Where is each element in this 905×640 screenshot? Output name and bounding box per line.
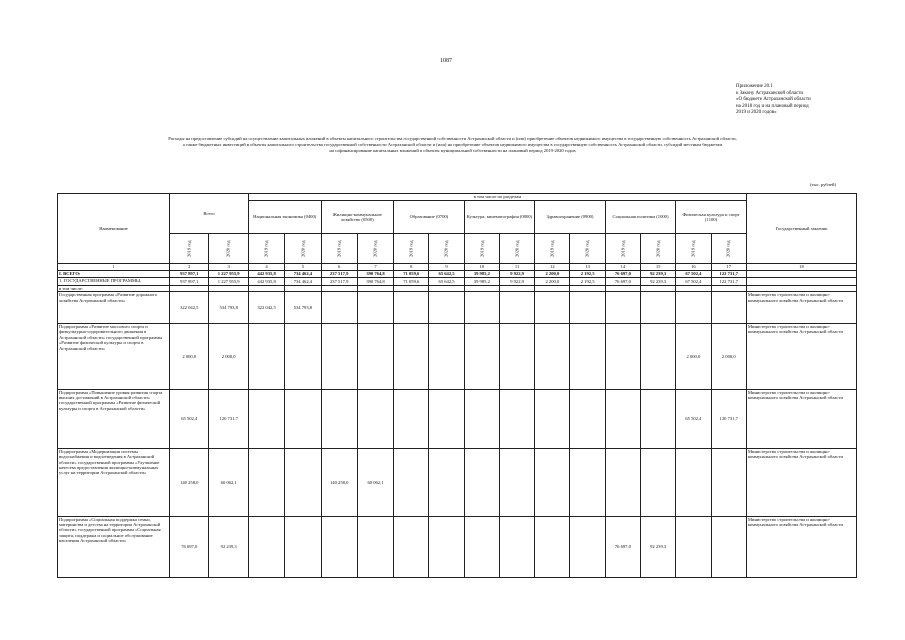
year-2019-header: 2019 год xyxy=(676,234,711,264)
header-section: Жилищно-коммунальное хозяйство (0500) xyxy=(321,201,394,234)
year-2020-header: 2020 год xyxy=(209,234,248,264)
row-name: I. ВСЕГО: xyxy=(58,270,170,277)
cell-value xyxy=(429,324,464,390)
cell-value: 2 192,5 xyxy=(570,270,605,277)
column-number: 16 xyxy=(676,264,711,271)
cell-value: 534 793,8 xyxy=(285,292,321,324)
cell-value: 65 642,5 xyxy=(429,270,464,277)
cell-value: 76 697,0 xyxy=(605,278,640,285)
cell-value xyxy=(711,516,746,577)
cell-value: 2 000,0 xyxy=(711,324,746,390)
column-number: 15 xyxy=(641,264,676,271)
table-row-total xyxy=(58,270,857,277)
title-line: Расходы на предоставление субсидий на осуществление капитальных вложений в объекты капитального строительства государственной собственности Астраханской области и (или) приобретение объектов недвижимого имущества в государственную собственность Астраханской области, xyxy=(168,136,737,141)
cell-value xyxy=(321,389,357,448)
cell-value xyxy=(464,324,499,390)
column-number: 11 xyxy=(499,264,534,271)
cell-value xyxy=(285,389,321,448)
cell-value xyxy=(394,516,429,577)
cell-value xyxy=(676,516,711,577)
appendix-line: «О бюджете Астраханской области xyxy=(736,97,811,102)
table-row xyxy=(58,324,857,390)
cell-value: 122 731,7 xyxy=(711,278,746,285)
cell-value: 442 935,8 xyxy=(248,278,284,285)
cell-value xyxy=(641,292,676,324)
cell-value: 442 935,8 xyxy=(248,270,284,277)
row-name: Подпрограмма «Модернизация системы водоснабжения и водоотведения в Астраханской области» государственной программы «Улучшение качества предоставления жилищно-коммунальных услуг на территории Астраханской области» xyxy=(58,448,170,516)
cell-value xyxy=(535,389,570,448)
units-label: (тыс. рублей) xyxy=(810,182,836,187)
column-number: 14 xyxy=(605,264,640,271)
cell-value xyxy=(394,448,429,516)
row-name: Государственная программа «Развитие дорожного хозяйства Астраханской области» xyxy=(58,292,170,324)
cell-value xyxy=(321,516,357,577)
appendix-line: Приложение 20.1 xyxy=(736,84,773,89)
cell-value xyxy=(248,324,284,390)
year-2020-header: 2020 год xyxy=(429,234,464,264)
cell-value: 71 059,6 xyxy=(394,270,429,277)
cell-value: 60 062,1 xyxy=(209,448,248,516)
cell-value: 76 697,0 xyxy=(170,516,209,577)
page-number: 1087 xyxy=(440,58,452,64)
column-number: 8 xyxy=(394,264,429,271)
cell-value: 65 502,4 xyxy=(676,389,711,448)
cell-value xyxy=(641,448,676,516)
cell-value xyxy=(499,448,534,516)
cell-value xyxy=(605,389,640,448)
cell-value: 390 764,8 xyxy=(357,278,393,285)
column-number: 3 xyxy=(209,264,248,271)
title-line: на софинансирование капитальных вложений в объекты муниципальной собственности на плановый период 2019-2020 годов xyxy=(329,148,576,153)
cell-value xyxy=(711,448,746,516)
header-section: Социальная политика (1000) xyxy=(605,201,676,234)
table-row xyxy=(58,292,857,324)
cell-value: 2 000,0 xyxy=(676,324,711,390)
row-name: в том числе: xyxy=(58,285,170,292)
cell-value xyxy=(464,516,499,577)
column-number: 1 xyxy=(58,264,170,271)
cell-customer: Министерство строительства и жилищно-коммунального хозяйства Астраханской области xyxy=(746,389,856,448)
cell-value: 9 922,9 xyxy=(499,278,534,285)
expenses-table xyxy=(57,193,857,578)
cell-customer: Министерство строительства и жилищно-коммунального хозяйства Астраханской области xyxy=(746,292,856,324)
cell-value: 120 731,7 xyxy=(711,389,746,448)
cell-value: 76 697,0 xyxy=(605,270,640,277)
cell-value: 71 059,6 xyxy=(394,278,429,285)
cell-value xyxy=(357,389,393,448)
row-name: Подпрограмма «Развитие массового спорта и физкультурно-оздоровительного движения в Астраханской области» государственной программы «Развитие физической культуры и спорта в Астраханской области» xyxy=(58,324,170,390)
table-row-programs xyxy=(58,278,857,285)
year-2019-header: 2019 год xyxy=(248,234,284,264)
column-number: 13 xyxy=(570,264,605,271)
cell-value xyxy=(394,389,429,448)
cell-value xyxy=(676,292,711,324)
row-name: 1. ГОСУДАРСТВЕННЫЕ ПРОГРАММЫ, xyxy=(58,278,170,285)
cell-value xyxy=(570,448,605,516)
cell-value xyxy=(535,516,570,577)
row-name: Подпрограмма «Повышение уровня развития спорта высших достижений в Астраханской области» государственной программы «Развитие физической культуры и спорта в Астраханской области» xyxy=(58,389,170,448)
cell-customer: Министерство строительства и жилищно-коммунального хозяйства Астраханской области xyxy=(746,324,856,390)
year-header-row xyxy=(58,234,857,264)
cell-customer: Министерство строительства и жилищно-коммунального хозяйства Астраханской области xyxy=(746,516,856,577)
column-number: 17 xyxy=(711,264,746,271)
appendix-block xyxy=(736,84,856,117)
cell-value xyxy=(570,324,605,390)
cell-value xyxy=(570,516,605,577)
cell-value: 76 697,0 xyxy=(605,516,640,577)
cell-value xyxy=(499,324,534,390)
cell-value: 60 062,1 xyxy=(357,448,393,516)
cell-value xyxy=(464,389,499,448)
cell-value: 322 042,5 xyxy=(248,292,284,324)
cell-value: 2 200,0 xyxy=(535,270,570,277)
column-number: 18 xyxy=(746,264,856,271)
column-numbers-row xyxy=(58,264,857,271)
cell-value: 1 227 955,9 xyxy=(209,278,248,285)
cell-value: 1 227 955,9 xyxy=(209,270,248,277)
cell-value xyxy=(535,448,570,516)
cell-value: 92 239,3 xyxy=(641,270,676,277)
header-total: Всего xyxy=(170,194,249,234)
cell-customer: Министерство строительства и жилищно-коммунального хозяйства Астраханской области xyxy=(746,448,856,516)
cell-value: 67 502,4 xyxy=(676,270,711,277)
cell-value xyxy=(357,516,393,577)
header-by-sections: в том числе по разделам xyxy=(248,194,746,201)
table-row-including xyxy=(58,285,857,292)
document-title xyxy=(30,136,875,154)
cell-value: 2 192,5 xyxy=(570,278,605,285)
year-2020-header: 2020 год xyxy=(285,234,321,264)
cell-value xyxy=(570,292,605,324)
year-2020-header: 2020 год xyxy=(711,234,746,264)
appendix-line: 2019 и 2020 годов» xyxy=(736,110,777,115)
year-2020-header: 2020 год xyxy=(499,234,534,264)
cell-value: 9 922,9 xyxy=(499,270,534,277)
column-number: 5 xyxy=(285,264,321,271)
cell-value xyxy=(429,389,464,448)
cell-customer xyxy=(746,278,856,285)
cell-value: 937 897,1 xyxy=(170,278,209,285)
year-2019-header: 2019 год xyxy=(464,234,499,264)
cell-value: 67 502,4 xyxy=(676,278,711,285)
year-2019-header: 2019 год xyxy=(321,234,357,264)
cell-value xyxy=(248,389,284,448)
header-section: Физическая культура и спорт (1100) xyxy=(676,201,747,234)
cell-value xyxy=(285,448,321,516)
cell-value: 65 502,4 xyxy=(170,389,209,448)
header-section: Культура, кинематография (0800) xyxy=(464,201,535,234)
cell-value: 39 985,2 xyxy=(464,278,499,285)
column-number: 2 xyxy=(170,264,209,271)
year-2019-header: 2019 год xyxy=(170,234,209,264)
cell-value: 937 897,1 xyxy=(170,270,209,277)
year-2019-header: 2019 год xyxy=(535,234,570,264)
cell-value xyxy=(429,448,464,516)
cell-value xyxy=(285,516,321,577)
cell-value xyxy=(570,389,605,448)
cell-value xyxy=(248,448,284,516)
cell-value xyxy=(499,516,534,577)
appendix-line: на 2018 год и на плановый период xyxy=(736,103,809,109)
cell-value xyxy=(464,292,499,324)
cell-value: 65 642,5 xyxy=(429,278,464,285)
cell-value: 140 258,0 xyxy=(321,448,357,516)
column-number: 4 xyxy=(248,264,284,271)
table-row xyxy=(58,516,857,577)
cell-value xyxy=(499,292,534,324)
cell-value xyxy=(499,389,534,448)
header-section: Здравоохранение (0900) xyxy=(535,201,606,234)
cell-value: 2 000,0 xyxy=(209,324,248,390)
cell-value: 534 793,8 xyxy=(209,292,248,324)
cell-value xyxy=(676,448,711,516)
cell-value xyxy=(429,516,464,577)
cell-value xyxy=(357,292,393,324)
cell-value xyxy=(605,292,640,324)
cell-value xyxy=(711,292,746,324)
cell-value xyxy=(605,448,640,516)
year-2020-header: 2020 год xyxy=(357,234,393,264)
cell-value: 237 517,9 xyxy=(321,270,357,277)
header-name: Наименование xyxy=(58,194,170,264)
header-section: Национальная экономика (0400) xyxy=(248,201,321,234)
year-2019-header: 2019 год xyxy=(394,234,429,264)
cell-value xyxy=(321,324,357,390)
cell-value xyxy=(321,292,357,324)
cell-value: 322 042,5 xyxy=(170,292,209,324)
cell-value: 92 239,3 xyxy=(641,278,676,285)
cell-value: 120 731,7 xyxy=(209,389,248,448)
column-number: 12 xyxy=(535,264,570,271)
cell-value: 734 462,4 xyxy=(285,270,321,277)
cell-value xyxy=(394,292,429,324)
cell-value xyxy=(641,324,676,390)
column-number: 10 xyxy=(464,264,499,271)
cell-value: 2 200,0 xyxy=(535,278,570,285)
cell-value xyxy=(429,292,464,324)
cell-value: 39 985,2 xyxy=(464,270,499,277)
year-2019-header: 2019 год xyxy=(605,234,640,264)
header-section: Образование (0700) xyxy=(394,201,465,234)
cell-value: 390 764,8 xyxy=(357,270,393,277)
year-2020-header: 2020 год xyxy=(570,234,605,264)
cell-value xyxy=(248,516,284,577)
table-row xyxy=(58,448,857,516)
cell-customer xyxy=(746,270,856,277)
cell-value xyxy=(535,292,570,324)
year-2020-header: 2020 год xyxy=(641,234,676,264)
cell-value: 734 462,4 xyxy=(285,278,321,285)
row-name: Подпрограмма «Социальная поддержка семьи, материнства и детства на территории Астраханской области» государственной программы «Социальная защита, поддержка и социальное обслуживание населения Астраханской области» xyxy=(58,516,170,577)
cell-value xyxy=(605,324,640,390)
cell-value xyxy=(357,324,393,390)
cell-value: 2 000,0 xyxy=(170,324,209,390)
cell-value xyxy=(464,448,499,516)
cell-value: 122 731,7 xyxy=(711,270,746,277)
table-row xyxy=(58,389,857,448)
cell-value xyxy=(641,389,676,448)
cell-value xyxy=(535,324,570,390)
column-number: 7 xyxy=(357,264,393,271)
column-number: 6 xyxy=(321,264,357,271)
cell-value: 140 258,0 xyxy=(170,448,209,516)
column-number: 9 xyxy=(429,264,464,271)
cell-value: 92 239,3 xyxy=(209,516,248,577)
header-customer: Государственный заказчик xyxy=(746,194,856,264)
cell-value: 237 517,9 xyxy=(321,278,357,285)
appendix-line: к Закону Астраханской области xyxy=(736,90,804,96)
cell-value xyxy=(394,324,429,390)
title-line: а также бюджетных инвестиций в объекты капитального строительства государственной собственности Астраханской области и (или) на приобретение объектов недвижимого имущества в государственную собственность Астраханской области, субсидий местным бюджетам xyxy=(182,142,723,147)
cell-value xyxy=(285,324,321,390)
cell-value: 92 239,3 xyxy=(641,516,676,577)
